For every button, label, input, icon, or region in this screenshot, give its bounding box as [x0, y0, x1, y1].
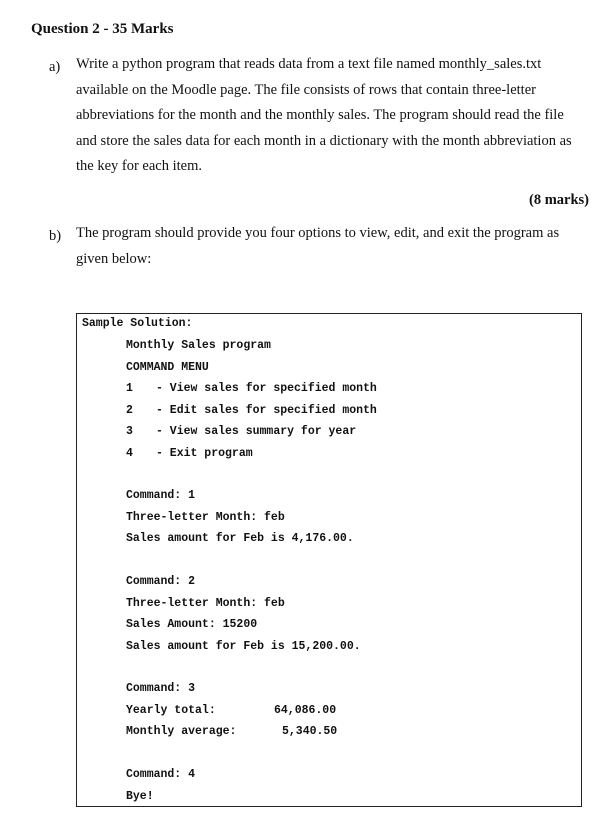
- program-title: Monthly Sales program: [126, 339, 271, 352]
- session-line: Sales amount for Feb is 4,176.00.: [126, 532, 354, 545]
- summary-value: 5,340.50: [282, 725, 338, 738]
- menu-option-desc: - Exit program: [156, 447, 253, 460]
- part-a-line: and store the sales data for each month in a dictionary with the month abbreviation as: [76, 132, 572, 149]
- session-line: Sales Amount: 15200: [126, 618, 258, 631]
- part-b-line: The program should provide you four options to view, edit, and exit the program as: [76, 225, 560, 241]
- part-b-line: given below:: [76, 250, 152, 267]
- session-line: Three-letter Month: feb: [126, 511, 285, 524]
- menu-option-desc: - View sales summary for year: [156, 425, 357, 438]
- part-a-text: [76, 52, 591, 180]
- menu-option-number: 3: [126, 425, 133, 438]
- menu-title: COMMAND MENU: [126, 361, 209, 374]
- menu-option-number: 4: [126, 447, 133, 460]
- session-line: Command: 4: [126, 768, 196, 781]
- part-a-line: Write a python program that reads data from a text file named monthly_sales.txt: [76, 56, 542, 72]
- part-a-line: abbreviations for the month and the monthly sales. The program should read the file: [76, 107, 564, 123]
- question-title: Question 2 - 35 Marks: [31, 21, 174, 37]
- part-a-marks: (8 marks): [528, 192, 589, 208]
- menu-option-desc: - View sales for specified month: [156, 382, 377, 395]
- session-line: Command: 3: [126, 682, 196, 695]
- sample-solution-box: [76, 313, 582, 807]
- summary-label: Monthly average:: [126, 725, 237, 738]
- part-b-label: b): [49, 228, 62, 244]
- menu-option-number: 1: [126, 382, 133, 395]
- sample-heading: Sample Solution:: [82, 317, 193, 330]
- part-a-line: the key for each item.: [76, 158, 203, 174]
- summary-value: 64,086.00: [274, 704, 337, 717]
- menu-option-number: 2: [126, 404, 133, 417]
- summary-label: Yearly total:: [126, 704, 216, 717]
- menu-option-desc: - Edit sales for specified month: [156, 404, 377, 417]
- session-line: Three-letter Month: feb: [126, 597, 285, 610]
- part-b-text: [76, 221, 591, 272]
- session-line: Command: 2: [126, 575, 196, 588]
- part-a-label: a): [49, 59, 61, 75]
- part-a-line: available on the Moodle page. The file consists of rows that contain three-letter: [76, 81, 536, 98]
- session-line: Command: 1: [126, 489, 196, 502]
- session-line: Bye!: [126, 790, 154, 803]
- session-line: Sales amount for Feb is 15,200.00.: [126, 640, 361, 653]
